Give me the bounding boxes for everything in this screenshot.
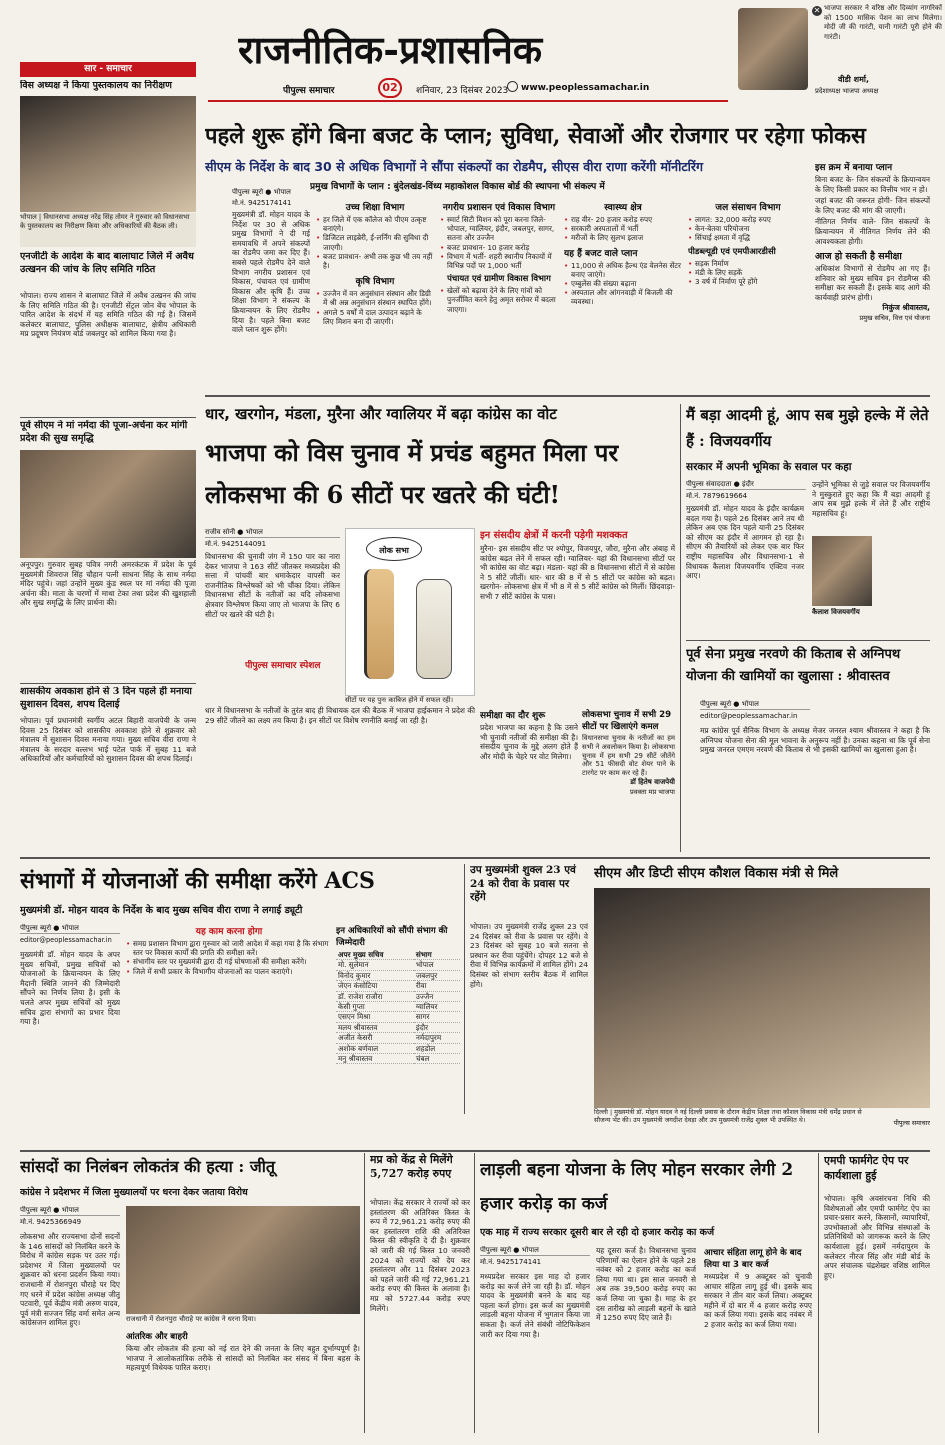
top-quote-name: वीडी शर्मा,: [838, 75, 869, 84]
col-a-list: [316, 215, 434, 270]
vijay-deck: सरकार में अपनी भूमिका के सवाल पर कहा: [686, 461, 852, 473]
vijay-headline: मैं बड़ा आदमी हूं, आप सब मुझे हल्के में लेते हैं : विजयवर्गीय: [686, 406, 929, 450]
table-row: [336, 991, 460, 1001]
list-item: • विभाग में भर्ती- शहरी स्थानीय निकायों में विभिन्न पदों पर 1,000 भर्ती: [440, 252, 558, 270]
cell: शहडोल: [414, 1043, 460, 1053]
bjp-quote-text: विधानसभा चुनाव के नतीजों का हम सभी ने अवलोकन किया है। लोकसभा चुनाव में हम सभी 29 सीटें जीतेंगे और 51 फीसदी वोट शेयर पाने के टारगेट पर काम कर रहे हैं।: [582, 734, 675, 778]
election-body-2: धार में विधानसभा के नतीजों के तुरंत बाद ही विधायक दल की बैठक में भाजपा हाईकमान ने प्रदेश की 29 सीटें जीतने का लक्ष्य तय किया है। इन सीटों पर विशेष रणनीति बनाई जा रही है।: [205, 706, 475, 725]
cartoon: [345, 528, 475, 696]
top-quote-role: प्रदेशाध्यक्ष भाजपा अध्यक्ष: [815, 87, 879, 95]
bjp-quote: [582, 708, 675, 852]
list-item: • उज्जैन में वन अनुसंधान संस्थान और डिग्री में श्री अन्न अनुसंधान संस्थान स्थापित होंगे।: [316, 289, 434, 307]
col-a-head-2: कृषि विभाग: [355, 277, 395, 288]
list-item: • मंडी के लिए सड़कें: [688, 268, 808, 277]
plan-sidebar: [815, 160, 930, 390]
col-a-head: उच्च शिक्षा विभाग: [345, 203, 405, 213]
col-c-head: स्वास्थ्य क्षेत्र: [604, 203, 642, 213]
lead-mobile: मो.नं. 9425174141: [232, 199, 292, 207]
list-item: • अगले 5 वर्षों में दाल उत्पादन बढ़ाने के लिए मिशन बना दी जाएगी।: [316, 308, 434, 326]
col-c-head-2: यह हैं बजट वाले प्लान: [564, 248, 638, 259]
top-quote-text: भाजपा सरकार ने वरिष्ठ और दिव्यांग नागरिकों को 1500 मासिक पेंशन का लाभ मिलेगा। मोदी जी की गारंटी, यानी गारंटी पूरी होने की गारंटी।: [824, 4, 942, 41]
deputy-cm-body: भोपाल। उप मुख्यमंत्री राजेंद्र शुक्ल 23 एवं 24 दिसंबर को रीवा के प्रवास पर रहेंगे। वे 23 दिसंबर को सुबह 10 बजे सतना से प्रस्थान कर रीवा पहुंचेंगे। दोपहर 12 बजे से रीवा में विभिन्न कार्यक्रमों में शामिल होंगे। 24 दिसंबर को संभाग स्तरीय बैठक में शामिल होंगे।: [470, 922, 588, 989]
election-mobile: मो.नं. 9425144091: [205, 540, 267, 548]
left-headline-3: पूर्व सीएम ने मां नर्मदा की पूजा-अर्चना कर मांगी प्रदेश की सुख समृद्धि: [20, 420, 188, 444]
table-header: [336, 950, 460, 960]
cell: विनोद कुमार: [336, 970, 414, 980]
page-number: 02: [378, 78, 402, 98]
constituency-head: इन संसदीय क्षेत्रों में करनी पड़ेगी मशक्कत: [480, 530, 628, 541]
election-body: विधानसभा की चुनावी जंग में 150 पार का नारा देकर भाजपा ने 163 सीटें जीतकर मध्यप्रदेश की सत्ता में पांचवीं बार धमाकेदार वापसी कर राजनीतिक विश्लेषकों को भी चौंका दिया। लेकिन विधानसभा सीटों के नतीजों का यदि लोकसभा क्षेत्रवार विश्लेषण किया जाए तो भाजपा के लिए 6 सीटों पर खतरे की घंटी है।: [205, 552, 340, 619]
cell: मलय श्रीवास्तव: [336, 1022, 414, 1032]
list-item: • हर जिले में एक कॉलेज को पीएम उत्कृष्ट बनाएंगे।: [316, 215, 434, 233]
naravane-headline: पूर्व सेना प्रमुख नरवणे की किताब से अग्निपथ योजना की खामियों का खुलासा : श्रीवास्तव: [686, 647, 901, 684]
deputy-cm-headline: उप मुख्यमंत्री शुक्ल 23 एवं 24 को रीवा के प्रवास पर रहेंगे: [470, 864, 576, 903]
table-row: [336, 1022, 460, 1032]
acs-mail[interactable]: editor@peoplessamachar.in: [20, 936, 112, 944]
meeting-caption: दिल्ली | मुख्यमंत्री डॉ. मोहन यादव ने नई दिल्ली प्रवास के दौरान केंद्रीय शिक्षा तथा कौशल विकास मंत्री धर्मेंद्र प्रधान से सौजन्य भेंट की। उप मुख्यमंत्री जगदीश देवड़ा और उप मुख्यमंत्री राजेंद्र शुक्ल भी उपस्थित थे।: [594, 1108, 862, 1124]
ladli-sidebar-head: आचार संहिता लागू होने के बाद लिया था 3 बार कर्ज: [704, 1248, 802, 1270]
left-story-4: भोपाल। पूर्व प्रधानमंत्री स्वर्गीय अटल बिहारी वाजपेयी के जन्म दिवस 25 दिसंबर को शासकीय अवकाश होने से शुक्रवार को मंत्रालय में सुशासन दिवस मनाया गया। मुख्य सचिव वीरा राणा ने मंत्रालय के सरदार वल्लभ भाई पटेल पार्क में सुबह 11 बजे अधिकारियों और कर्मचारियों को सुशासन दिवस की शपथ दिलाई।: [20, 716, 196, 764]
acs-body: मुख्यमंत्री डॉ. मोहन यादव के अपर मुख्य सचिवों, प्रमुख सचिवों को योजनाओं के क्रियान्वयन के लिए मैदानी स्थिति जानने की जिम्मेदारी सौंपने का निर्णय लिया है। इसी के चलते अपर मुख्य सचिवों को मुख्य सचिव द्वारा संभागों का प्रभार दिया गया है।: [20, 950, 120, 1027]
naravane-body: मप्र कांग्रेस पूर्व सैनिक विभाग के अध्यक्ष मेजर जनरल श्याम श्रीवास्तव ने कहा है कि अग्निपथ योजना सेना की मूल भावना के अनुरूप नहीं है। उनका कहना था कि पूर्व सेना प्रमुख जनरल एमएम नरवणे की किताब से भी इसकी खामियों का खुलासा हुआ है।: [700, 726, 930, 755]
ladli-body-2: यह दूसरा कर्ज है। विधानसभा चुनाव परिणामों का ऐलान होने के पहले 28 नवंबर को 2 हजार करोड़ का कर्ज लिया गया था। इस साल जनवरी से अब तक 39,500 करोड़ रुपए का कर्ज लिया जा चुका है। माह के हर दस तारीख को लाड़ली बहनों के खाते में 1250 रुपए दिए जाते हैं।: [596, 1246, 696, 1323]
review-phase-head: समीक्षा का दौर शुरू: [480, 711, 546, 721]
jeetu-byline: पीपुल्स ब्यूरो ● भोपाल: [20, 1206, 120, 1216]
acs-headline: संभागों में योजनाओं की समीक्षा करेंगे ACS: [20, 868, 375, 894]
temple-photo: [20, 450, 196, 558]
table-row: [336, 970, 460, 980]
bjp-quote-head: लोकसभा चुनाव में सभी 29 सीटों पर खिलाएंगे कमल: [582, 710, 672, 732]
lead-col-b: [440, 200, 558, 390]
acs-byline: पीपुल्स ब्यूरो ● भोपाल: [20, 924, 120, 934]
vijay-byline: पीपुल्स संवाददाता ● इंदौर: [686, 480, 806, 490]
constituency-box: [480, 528, 675, 706]
jeetu-subhead: आंतरिक और बाहरी: [126, 1332, 188, 1342]
cell: चंबल: [414, 1054, 460, 1064]
cartoon-caption: सीटों पर यह पुनः काबिज होने में सफल रही।: [345, 696, 454, 704]
lead-col-c: [564, 200, 682, 390]
list-item: जहां बजट की जरूरत होगी- जिन संकल्पों के लिए बजट की मांग की जाएगी।: [815, 196, 930, 215]
cartoon-figure-2: [416, 579, 452, 679]
lead-strip: प्रमुख विभागों के प्लान : बुंदेलखंड-विंध्य महाकोशल विकास बोर्ड की स्थापना भी संकल्प में: [310, 182, 605, 192]
lead-byline: पीपुल्स ब्यूरो ● भोपाल: [232, 188, 291, 196]
protest-photo: [126, 1206, 360, 1314]
lead-col-d: [688, 200, 808, 390]
list-item: • समग्र प्रशासन विभाग द्वारा गुरुवार को जारी आदेश में कहा गया है कि संभाग स्तर पर विकास कार्यों की प्रगति की समीक्षा करें।: [126, 939, 332, 957]
ladli-headline: लाड़ली बहना योजना के लिए मोहन सरकार लेगी 2 हजार करोड़ का कर्ज: [480, 1160, 794, 1214]
acs-deck: मुख्यमंत्री डॉ. मोहन यादव के निर्देश के बाद मुख्य सचिव वीरा राणा ने लगाई ड्यूटी: [20, 905, 303, 916]
table-row: [336, 960, 460, 970]
vd-sharma-portrait: [738, 8, 808, 90]
cell: जबलपुर: [414, 970, 460, 980]
lead-deck: सीएम के निर्देश के बाद 30 से अधिक विभागों ने सौंपा संकल्पों का रोडमैप, सीएस वीरा राणा करेंगी मॉनीटरिंग: [205, 159, 704, 174]
list-item: • बजट प्रावधान- 10 हजार करोड़: [440, 243, 558, 252]
left-headline-2: एनजीटी के आदेश के बाद बालाघाट जिले में अवैध उत्खनन की जांच के लिए समिति गठित: [20, 251, 194, 275]
review-head: आज हो सकती है समीक्षा: [815, 251, 902, 263]
list-item: • मरीजों के लिए सुलभ इलाज: [564, 233, 682, 242]
library-caption: भोपाल | विधानसभा अध्यक्ष नरेंद्र सिंह तोमर ने गुरुवार को विधानसभा के पुस्तकालय का निरीक्षण किया और अधिकारियों की बैठक ली।: [20, 213, 196, 247]
cell: जेएन कंसोटिया: [336, 981, 414, 991]
bjp-quote-role: प्रवक्ता मप्र भाजपा: [630, 787, 675, 796]
list-item: • जिले में सभी प्रकार के विभागीय योजनाओं का पालन कराएंगे।: [126, 967, 332, 976]
table-row: [336, 1054, 460, 1064]
kendra-body: भोपाल। केंद्र सरकार ने राज्यों को कर हस्तांतरण की अतिरिक्त किस्त के रूप में 72,961.21 करोड़ रुपए की कर हस्तांतरण राशि की अतिरिक्त किस्त की स्वीकृति दे दी है। शुक्रवार को जारी की गई किस्त 10 जनवरी 2024 को राज्यों को देय कर हस्तांतरण और 11 दिसंबर 2023 को पहले जारी की गई 72,961.21 करोड़ रुपए की किस्त के अलावा है। मप्र को 5727.44 करोड़ रुपए मिलेंगे।: [370, 1198, 470, 1313]
left-story-2: भोपाल। राज्य शासन ने बालाघाट जिले में अवैध उत्खनन की जांच के लिए समिति गठित की है। एनजीटी सेंट्रल जोन बेंच भोपाल के पारित आदेश के संदर्भ में यह समिति गठित की गई है। जिसमें कलेक्टर बालाघाट, पुलिस अधीक्षक बालाघाट, क्षेत्रीय अधिकारी मप्र प्रदूषण नियंत्रण बोर्ड जबलपुर को शामिल किया गया है।: [20, 291, 196, 339]
col-d-head: जल संसाधन विभाग: [715, 203, 781, 213]
cell: नर्मदापुरम: [414, 1033, 460, 1043]
list-item: बिना बजट के- जिन संकल्पों के क्रियान्वयन के लिए किसी प्रकार का वित्तीय भार न हो।: [815, 175, 930, 194]
acs-tasks: [126, 924, 332, 1114]
list-item: • लागत: 32,000 करोड़ रुपए: [688, 215, 808, 224]
cell: मनु श्रीवास्तव: [336, 1054, 414, 1064]
protest-caption: राजधानी में रोशनपुरा चौराहे पर कांग्रेस ने धरना दिया।: [126, 1315, 256, 1323]
jeetu-headline: सांसदों का निलंबन लोकतंत्र की हत्या : जीतू: [20, 1157, 275, 1176]
election-kicker: धार, खरगोन, मंडला, मुरैना और ग्वालियर में बढ़ा कांग्रेस का वोट: [205, 405, 557, 423]
cell: उज्जैन: [414, 991, 460, 1001]
review-text: अधिकांश विभागों से रोडमैप आ गए हैं। शनिवार को मुख्य सचिव इन रोडमैप्स की समीक्षा कर सकती हैं। इसके बाद आगे की कार्यवाही प्रारंभ होगी।: [815, 264, 930, 302]
ladli-body: मध्यप्रदेश सरकार इस माह दो हजार करोड़ का कर्ज लेने जा रही है। डॉ. मोहन यादव के मुख्यमंत्री बनने के बाद यह पहला कर्ज होगा। इस कर्ज का मुख्यमंत्री लाड़ली बहना योजना में भुगतान किया जा सकता है। कर्ज लेने संबंधी नोटिफिकेशन जारी कर दिया गया है।: [480, 1272, 590, 1339]
photo-story-headline: सीएम और डिप्टी सीएम कौशल विकास मंत्री से मिले: [594, 866, 839, 881]
list-item: नीतिगत निर्णय वाले- जिन संकल्पों के क्रियान्वयन में नीतिगत निर्णय लेने की आवश्यकता होगी।: [815, 217, 930, 246]
col-b-head-2: पंचायत एवं ग्रामीण विकास विभाग: [447, 273, 551, 284]
lead-col-a: [316, 200, 434, 390]
jeetu-body-2: किया और लोकतंत्र की हत्या को नई रात देने की जनता के लिए बहुत दुर्भाग्यपूर्ण है। भाजपा ने आलोकतांत्रिक तरीके से सांसदों को निलंबित कर संसद में बिना बहस के महत्वपूर्ण विधेयक पारित कराए।: [126, 1344, 360, 1373]
naravane-mail[interactable]: editor@peoplessamachar.in: [700, 712, 798, 720]
col-d-head-2: पीडब्ल्यूडी एवं एमपीआरडीसी: [688, 245, 776, 256]
list-item: • 11,000 से अधिक हैल्थ एंड वेलनेस सेंटर बनाए जाएंगे।: [564, 261, 682, 279]
list-item: • स्मार्ट सिटी मिशन को पूरा करना जिले-भोपाल, ग्वालियर, इंदौर, जबलपुर, सागर, सतना और उज्जैन: [440, 215, 558, 243]
vijay-photo-name: कैलाश विजयवर्गीय: [812, 608, 860, 616]
list-item: • केन-बेतवा परियोजना: [688, 224, 808, 233]
cell: ग्वालियर: [414, 1002, 460, 1012]
cell: भोपाल: [414, 960, 460, 970]
cell: रीवा: [414, 981, 460, 991]
bjp-quote-name: डॉ हितेष वाजपेयी: [630, 777, 675, 786]
cartoon-figure-1: [364, 569, 394, 679]
ladli-sidebar-text: मध्यप्रदेश में 9 अक्टूबर को चुनावी आचार संहिता लागू हुई थी। इसके बाद सरकार ने तीन बार कर्ज लिया। अक्टूबर महीने में दो बार में 4 हजार करोड़ रुपए का कर्ज लिया गया। इसके बाद नवंबर में 2 हजार करोड़ का कर्ज लिया गया।: [704, 1272, 812, 1329]
cell: मो. सुलेमान: [336, 960, 414, 970]
col-b-head: नगरीय प्रशासन एवं विकास विभाग: [442, 203, 556, 213]
cartoon-label: लोक सभा: [379, 546, 409, 555]
election-byline: राजीव सोनी ● भोपाल: [205, 528, 340, 538]
left-headline-1: विस अध्यक्ष ने किया पुस्तकालय का निरीक्षण: [20, 80, 172, 91]
officers-table: [336, 950, 460, 1064]
table-row: [336, 981, 460, 991]
ladli-mobile: मो.नं. 9425174141: [480, 1258, 542, 1266]
quote-close-icon: ✕: [813, 6, 821, 15]
ladli-sidebar: [704, 1246, 812, 1432]
list-item: • सड़क निर्माण: [688, 259, 808, 268]
table-row: [336, 1033, 460, 1043]
lead-headline: पहले शुरू होंगे बिना बजट के प्लान; सुविधा, सेवाओं और रोजगार पर रहेगा फोकस: [205, 123, 866, 149]
left-headline-4: शासकीय अवकाश होने से 3 दिन पहले ही मनाया सुशासन दिवस, शपथ दिलाई: [20, 686, 192, 710]
website-link[interactable]: www.peoplessamachar.in: [521, 83, 650, 93]
cell: एसएन मिश्रा: [336, 1012, 414, 1022]
date-line: शनिवार, 23 दिसंबर 2023: [416, 86, 509, 96]
globe-icon: [507, 81, 518, 92]
list-item: • सरकारी अस्पतालों में भर्ती: [564, 224, 682, 233]
lead-body: मुख्यमंत्री डॉ. मोहन यादव के निर्देश पर 30 से अधिक प्रमुख विभागों ने दी गई समयावधि में अपने संकल्पों का रोडमैप जमा कर दिए हैं। सबसे पहले रोडमैप देने वाले विभाग नगरीय प्रशासन एवं विकास, पंचायत एवं ग्रामीण विकास और कृषि हैं। उच्च शिक्षा विभाग ने संकल्प के क्रियान्वयन के लिए रोडमैप दिया है। पहले बिना बजट वाले प्लान शुरू होंगे।: [232, 210, 310, 335]
col-head: संभाग: [414, 950, 460, 960]
reviewer-name: निकुंज श्रीवास्तव,: [882, 302, 930, 312]
vijay-mobile: मो.नं. 7879619664: [686, 492, 748, 500]
list-item: • सिंचाई क्षमता में वृद्धि: [688, 233, 808, 242]
vijay-portrait: [812, 536, 872, 606]
review-phase: [480, 708, 578, 852]
review-phase-text: प्रदेश भाजपा का कहना है कि उसने भी चुनावी नतीजों की समीक्षा की है। संसदीय चुनाव के मुद्दे अलग होते हैं और मोदी के चेहरे पर वोट मिलेगा।: [480, 723, 578, 761]
list-item: • खेलों को बढ़ावा देने के लिए गांवों को पुनर्जीवित करने हेतु अमृत सरोवर में बदला जाएगा।: [440, 286, 558, 314]
photo-credit: पीपुल्स समाचार: [893, 1119, 930, 1127]
jeetu-deck: कांग्रेस ने प्रदेशभर में जिला मुख्यालयों पर धरना देकर जताया विरोध: [20, 1187, 248, 1198]
cell: अशोक बर्णवाल: [336, 1043, 414, 1053]
left-story-3: अनूपपुर। गुरुवार सुबह पवित्र नगरी अमरकंटक में प्रदेश के पूर्व मुख्यमंत्री शिवराज सिंह चौहान पत्नी साधना सिंह के साथ नर्मदा मंदिर पहुंचे। जहां उन्होंने मुख्य कुंड स्थल पर मां नर्मदा की पूजा अर्चना की। माता के चरणों में माथा टेका तथा प्रदेश की खुशहाली और सुख समृद्धि के लिए प्रार्थना की।: [20, 560, 196, 608]
list-item: • अस्पताल और आंगनवाड़ी में बिजली की व्यवस्था।: [564, 288, 682, 306]
kendra-headline: मप्र को केंद्र से मिलेंगे 5,727 करोड़ रुपए: [370, 1153, 453, 1180]
acs-tasks-head: यह काम करना होगा: [195, 927, 263, 937]
list-item: • बजट प्रावधान- अभी तक कुछ भी तय नहीं है।: [316, 252, 434, 270]
vijay-body-2: उन्होंने भूमिका से जुड़े सवाल पर विजयवर्गीय ने मुस्कुराते हुए कहा कि मैं बड़ा आदमी हूं आप सब मुझे हल्के में लेते हैं और राष्ट्रीय महासचिव हूं।: [812, 480, 930, 518]
farmgate-body: भोपाल। कृषि अवसंरचना निधि की विशेषताओं और एमपी फार्मगेट ऐप का प्रचार-प्रसार करने, किसानों, व्यापारियों, उपभोक्ताओं और विभिन्न संस्थाओं के प्रतिनिधियों को जागरूक करने के लिए कार्यशाला हुई। इसमें नर्मदापुरम के कलेक्टर नीरज सिंह और मंडी बोर्ड के अपर संचालक चंद्रशेखर वशिष्ठ शामिल हुए।: [824, 1194, 930, 1280]
list-item: • 3 वर्ष में निर्माण पूरे होंगे: [688, 277, 808, 286]
jeetu-mobile: मो.नं. 9425366949: [20, 1218, 82, 1226]
cartoon-speech-bubble: [366, 537, 422, 561]
plan-sidebar-head: इस क्रम में बनाया प्लान: [815, 163, 893, 173]
list-item: • एम्बुलेंस की संख्या बढ़ाना: [564, 279, 682, 288]
special-badge: [245, 660, 340, 688]
election-headline: भाजपा को विस चुनाव में प्रचंड बहुमत मिला पर लोकसभा की 6 सीटों पर खतरे की घंटी!: [205, 438, 619, 509]
cell: सागर: [414, 1012, 460, 1022]
naravane-byline: पीपुल्स ब्यूरो ● भोपाल: [700, 700, 810, 710]
table-row: [336, 1012, 460, 1022]
section-label: सार - समाचार: [20, 62, 196, 77]
masthead-rule: [208, 100, 728, 102]
acs-officers: [336, 924, 460, 1114]
list-item: • संभागीय स्तर पर मुख्यमंत्री द्वारा दी गई घोषणाओं की समीक्षा करेंगे।: [126, 957, 332, 966]
acs-officers-head: इन अधिकारियों को सौंपी संभाग की जिम्मेदारी: [336, 926, 448, 948]
page-title: राजनीतिक-प्रशासनिक: [238, 27, 543, 72]
list-item: • राह वीर- 20 हजार करोड़ रुपए: [564, 215, 682, 224]
cell: इंदौर: [414, 1022, 460, 1032]
vijay-body: मुख्यमंत्री डॉ. मोहन यादव के इंदौर कार्यक्रम बदल गया है। पहले 26 दिसंबर आने तय थी लेकिन अब एक दिन पहले यानी 25 दिसंबर को सीएम का इंदौर में आगमन हो रहा है। सीएम की तैयारियों को लेकर एक बार फिर राष्ट्रीय महासचिव और विधानसभा-1 से विधायक कैलाश विजयवर्गीय एक्टिव नजर आए।: [686, 504, 804, 581]
constituency-text: मुरैना- इस संसदीय सीट पर श्योपुर, विजयपुर, जौरा, मुरैना और अंबाह में कांग्रेस बढ़त लेने में सफल रही। ग्वालियर- यहां की विधानसभा सीटों पर भी कांग्रेस का वोट बढ़ा। मंडला- यहां की 8 विधानसभा सीटों में से कांग्रेस ने 5 सीटें जीतीं। धार- धार की 8 में से 5 सीटों पर कांग्रेस को बढ़त। खरगोन- लोकसभा क्षेत्र में भी 8 में से 5 सीटें कांग्रेस को मिलीं। छिंदवाड़ा- सभी 7 सीटें कांग्रेस के पास।: [480, 544, 675, 601]
farmgate-headline: एमपी फार्मगेट ऐप पर कार्यशाला हुई: [824, 1154, 909, 1182]
reviewer-role: प्रमुख सचिव, वित्त एवं योजना: [859, 313, 930, 322]
meeting-photo: [594, 888, 930, 1108]
cell: केसी गुप्ता: [336, 1002, 414, 1012]
ladli-byline: पीपुल्स ब्यूरो ● भोपाल: [480, 1246, 590, 1256]
cell: डॉ. राजेश राजौरा: [336, 991, 414, 1001]
ladli-deck: एक माह में राज्य सरकार दूसरी बार ले रही दो हजार करोड़ का कर्ज: [480, 1227, 715, 1238]
list-item: • डिजिटल लाइब्रेरी, ई-लर्निंग की सुविधा दी जाएगी।: [316, 233, 434, 251]
library-photo: [20, 96, 196, 212]
col-head: अपर मुख्य सचिव: [336, 950, 414, 960]
jeetu-body: लोकसभा और राज्यसभा दोनों सदनों के 146 सांसदों को निलंबित करने के विरोध में कांग्रेस सड़क पर उतर गई। प्रदेशभर में जिला मुख्यालयों पर शुक्रवार को धरना प्रदर्शन किया गया। राजधानी में रोशनपुरा चौराहे पर दिए गए धरने में प्रदेश कांग्रेस अध्यक्ष जीतू पटवारी, पूर्व केंद्रीय मंत्री अरुण यादव, पूर्व मंत्री सज्जन सिंह वर्मा समेत अन्य कांग्रेसजन शामिल हुए।: [20, 1232, 120, 1328]
table-row: [336, 1002, 460, 1012]
table-row: [336, 1043, 460, 1053]
special-label: पीपुल्स समाचार स्पेशल: [245, 661, 321, 671]
cell: अजीत केसरी: [336, 1033, 414, 1043]
paper-name: पीपुल्स समाचार: [283, 86, 335, 96]
